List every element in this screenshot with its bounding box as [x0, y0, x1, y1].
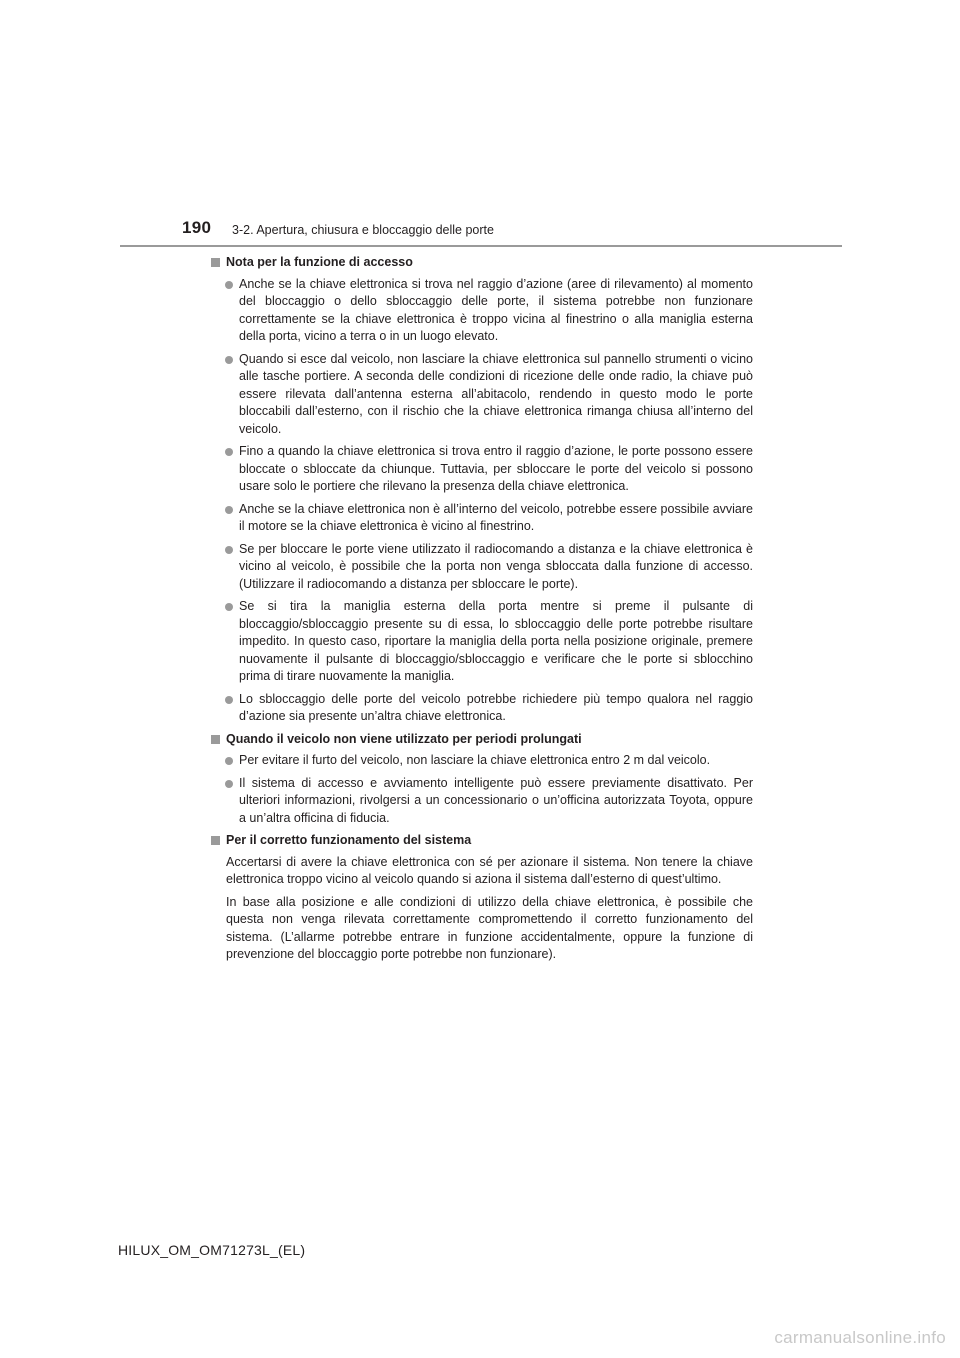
- chapter-title: 3-2. Apertura, chiusura e bloccaggio delle porte: [232, 223, 494, 237]
- paragraph: Accertarsi di avere la chiave elettronica con sé per azionare il sistema. Non tenere la chiave elettronica troppo vicino al veicolo quando si aziona il sistema dall’esterno di quest’ultimo.: [226, 854, 753, 886]
- list-item: Anche se la chiave elettronica si trova nel raggio d’azione (aree di rilevamento) al momento del bloccaggio o dello sbloccaggio delle porte, il sistema potrebbe non funzionare correttamente se la chiave elettronica è troppo vicina al finestrino o alla maniglia esterna della porta, vicino a terra o in un luogo elevato.: [211, 276, 753, 346]
- circle-bullet-icon: [225, 780, 233, 788]
- paragraph: In base alla posizione e alle condizioni di utilizzo della chiave elettronica, è possibile che questa non venga rilevata correttamente compromettendo il corretto funzionamento del sistema. (L’allarme potrebbe entrare in funzione accidentalmente, oppure la funzione di prevenzione del bloccaggio porte potrebbe non funzionare).: [226, 894, 753, 961]
- section-title: Nota per la funzione di accesso: [211, 254, 753, 272]
- watermark: carmanualsonline.info: [774, 1328, 946, 1347]
- document-code: HILUX_OM_OM71273L_(EL): [118, 1242, 306, 1258]
- circle-bullet-icon: [225, 356, 233, 364]
- circle-bullet-icon: [225, 546, 233, 554]
- section-title: Per il corretto funzionamento del sistema: [211, 832, 753, 850]
- circle-bullet-icon: [225, 696, 233, 704]
- list-item: Il sistema di accesso e avviamento intelligente può essere previamente disattivato. Per ulteriori informazioni, rivolgersi a un concessionario o un’officina autorizzata Toyota, oppure a un’altra officina di fiducia.: [211, 775, 753, 828]
- square-bullet-icon: [211, 836, 220, 845]
- header-rule: [120, 245, 842, 247]
- list-item: Quando si esce dal veicolo, non lasciare la chiave elettronica sul pannello strumenti o vicino alle tasche portiere. A seconda delle condizioni di ricezione delle onde radio, la chiave può essere rilevata dall’antenna esterna all’abitacolo, rendendo in questo modo le porte bloccabili dall’esterno, con il rischio che la chiave elettronica rimanga chiusa all’interno del veicolo.: [211, 351, 753, 439]
- square-bullet-icon: [211, 258, 220, 267]
- list-item: Per evitare il furto del veicolo, non lasciare la chiave elettronica entro 2 m dal veicolo.: [211, 752, 753, 770]
- circle-bullet-icon: [225, 281, 233, 289]
- circle-bullet-icon: [225, 506, 233, 514]
- circle-bullet-icon: [225, 448, 233, 456]
- list-item: Se si tira la maniglia esterna della porta mentre si preme il pulsante di bloccaggio/sbloccaggio presente su di essa, lo sbloccaggio delle porte potrebbe risultare impedito. In questo caso, riportare la maniglia della porta nella posizione originale, premere nuovamente il pulsante di bloccaggio/sbloccaggio e verificare che le porte si sblocchino prima di tirare nuovamente la maniglia.: [211, 598, 753, 686]
- section-correct-operation: [211, 832, 753, 964]
- section-title: Quando il veicolo non viene utilizzato per periodi prolungati: [211, 731, 753, 749]
- list-item: Lo sbloccaggio delle porte del veicolo potrebbe richiedere più tempo qualora nel raggio d’azione sia presente un’altra chiave elettronica.: [211, 691, 753, 726]
- list-item: Se per bloccare le porte viene utilizzato il radiocomando a distanza e la chiave elettronica è vicino al veicolo, è possibile che la porta non venga sbloccata dalla funzione di accesso. (Utilizzare il radiocomando a distanza per sbloccare le porte).: [211, 541, 753, 594]
- circle-bullet-icon: [225, 757, 233, 765]
- circle-bullet-icon: [225, 603, 233, 611]
- section-access-note: [211, 254, 753, 726]
- section-long-inactivity: [211, 731, 753, 828]
- page-content: [211, 254, 753, 969]
- page-number: 190: [182, 218, 212, 237]
- list-item: Anche se la chiave elettronica non è all’interno del veicolo, potrebbe essere possibile avviare il motore se la chiave elettronica è vicino al finestrino.: [211, 501, 753, 536]
- square-bullet-icon: [211, 735, 220, 744]
- list-item: Fino a quando la chiave elettronica si trova entro il raggio d’azione, le porte possono essere bloccate o sbloccate da chiunque. Tuttavia, per sbloccare le porte del veicolo si possono usare solo le portiere che rilevano la presenza della chiave elettronica.: [211, 443, 753, 496]
